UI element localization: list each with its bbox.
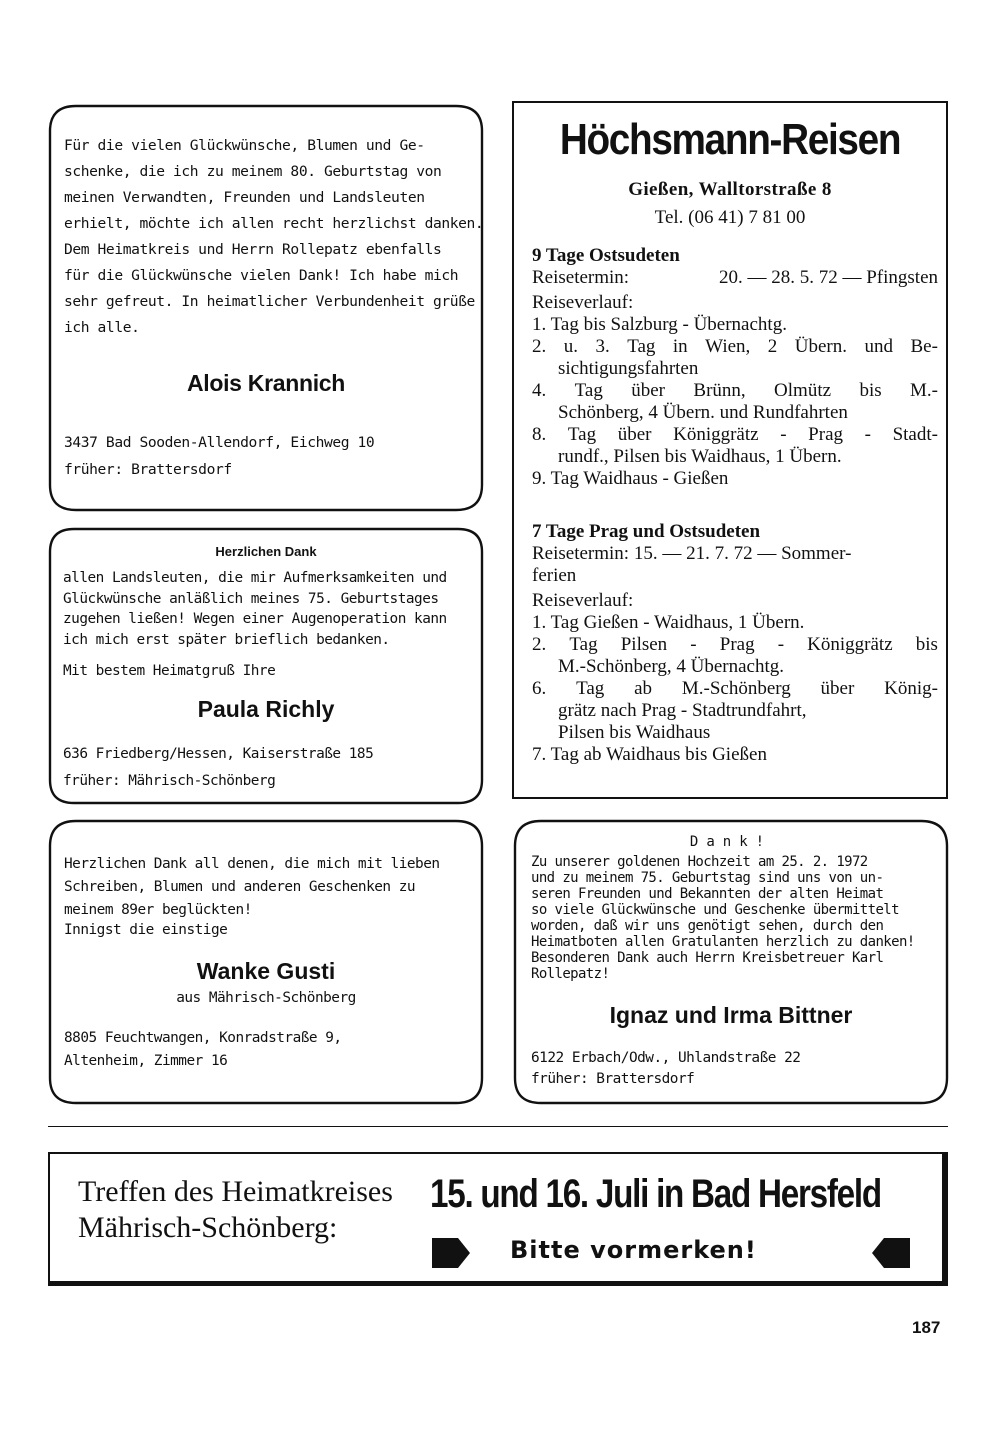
word: bis <box>859 380 882 401</box>
word: 2. <box>532 336 547 357</box>
address <box>63 741 373 795</box>
banner-date: 15. und 16. Juli in Bad Hersfeld <box>430 1172 881 1216</box>
word: Olmütz <box>774 380 832 401</box>
plan-step <box>532 336 938 358</box>
notice-heading: Dank! <box>689 834 773 850</box>
body-line: allen Landsleuten, die mir Aufmerksamkeiten und <box>63 570 447 586</box>
body-line: schenke, die ich zu meinem 80. Geburtstag von <box>64 163 442 180</box>
thanks-notice-krannich <box>48 103 484 513</box>
banner-title <box>78 1174 393 1246</box>
word: Königgrätz <box>807 634 893 655</box>
body-line: ich mich erst später brieflich bedanken. <box>63 631 390 648</box>
word: Pilsen <box>620 634 668 655</box>
word: Brünn, <box>693 380 746 401</box>
plan-step-cont: rundf., Pilsen bis Waidhaus, 1 Übern. <box>558 446 842 467</box>
plan-label: Reiseverlauf: <box>532 590 634 611</box>
page-number: 187 <box>912 1318 941 1337</box>
greeting: Mit bestem Heimatgruß Ihre <box>63 663 276 679</box>
address-line: früher: Mährisch-Schönberg <box>63 773 276 789</box>
word: über <box>617 424 652 445</box>
address-line: 3437 Bad Sooden-Allendorf, Eichweg 10 <box>64 434 375 451</box>
plan-step-cont: Pilsen bis Waidhaus <box>558 722 711 743</box>
address-line: 636 Friedberg/Hessen, Kaiserstraße 185 <box>63 746 374 762</box>
signature: Alois Krannich <box>186 370 346 396</box>
date-label: Reisetermin: <box>532 267 630 288</box>
body-line: Schreiben, Blumen und anderen Geschenken zu <box>64 879 416 895</box>
word: Prag <box>808 424 843 445</box>
word: Prag <box>719 634 755 655</box>
banner-note: Bitte vormerken! <box>510 1236 757 1264</box>
plan-step <box>532 634 938 656</box>
greeting: Innigst die einstige <box>64 922 228 938</box>
plan-step-cont: Schönberg, 4 Übern. und Rundfahrten <box>558 402 848 423</box>
word: 4. <box>532 380 547 401</box>
plan-step: 9. Tag Waidhaus - Gießen <box>532 468 729 489</box>
body-line: meinen Verwandten, Freunden und Landsleuten <box>64 189 425 206</box>
origin: aus Mährisch-Schönberg <box>176 990 356 1006</box>
body-line: Zu unserer goldenen Hochzeit am 25. 2. 1972 <box>531 854 868 870</box>
company-name: Höchsmann-Reisen <box>559 115 901 164</box>
plan-step-cont: grätz nach Prag - Stadtrundfahrt, <box>558 700 807 721</box>
meeting-banner <box>48 1152 948 1286</box>
tour-heading: 9 Tage Ostsudeten <box>532 245 680 266</box>
word: Be- <box>910 336 938 357</box>
word: Tag <box>569 634 598 655</box>
body-line: zugehen ließen! Wegen einer Augenoperation kann <box>63 611 447 627</box>
word: Tag <box>576 678 605 699</box>
body-line: Glückwünsche anläßlich meines 75. Geburtstages <box>63 590 439 607</box>
address-line: Altenheim, Zimmer 16 <box>64 1053 228 1069</box>
address <box>64 1027 342 1073</box>
word: ab <box>634 678 653 699</box>
plan-step: 1. Tag Gießen - Waidhaus, 1 Übern. <box>532 612 805 633</box>
word: in <box>672 336 688 357</box>
tour-ostsudeten <box>532 245 938 490</box>
banner-title-line: Mährisch-Schönberg: <box>78 1211 338 1244</box>
word: M.-Schönberg <box>681 678 791 699</box>
plan-step-cont: M.-Schönberg, 4 Übernachtg. <box>558 656 785 677</box>
body-line: Herzlichen Dank all denen, die mich mit lieben <box>64 856 440 872</box>
section-divider <box>48 1126 948 1127</box>
body-line: und zu meinem 75. Geburtstag sind uns von un- <box>531 870 884 886</box>
body-line: für die Glückwünsche vielen Dank! Ich habe mich <box>64 267 459 284</box>
word: u. <box>563 336 578 357</box>
plan-step-cont: sichtigungsfahrten <box>558 358 699 379</box>
word: M.- <box>910 380 938 401</box>
body-line: erhielt, möchte ich allen recht herzlichst danken. <box>64 215 484 232</box>
tour-heading: 7 Tage Prag und Ostsudeten <box>532 521 761 542</box>
word: Tag <box>574 380 603 401</box>
date-value: 20. — 28. 5. 72 — Pfingsten <box>718 267 938 288</box>
company-address: Gießen, Walltorstraße 8 <box>628 179 832 200</box>
plan-step: 1. Tag bis Salzburg - Übernachtg. <box>532 314 787 335</box>
travel-advertisement <box>512 101 948 799</box>
address <box>64 429 374 483</box>
body-line: Besonderen Dank auch Herrn Kreisbetreuer Karl <box>531 950 884 966</box>
plan-step <box>532 380 938 402</box>
notice-body <box>63 568 468 650</box>
address-line: früher: Brattersdorf <box>531 1071 695 1087</box>
signature: Paula Richly <box>197 696 335 722</box>
body-line: Dem Heimatkreis und Herrn Rollepatz ebenfalls <box>64 241 442 258</box>
plan-step: 7. Tag ab Waidhaus bis Gießen <box>532 744 767 765</box>
word: Wien, <box>705 336 751 357</box>
word: über <box>820 678 855 699</box>
word: - <box>780 424 787 445</box>
signature: Wanke Gusti <box>196 958 336 984</box>
word: 2 <box>767 336 778 357</box>
tour-date: Reisetermin: 15. — 21. 7. 72 — Sommer- <box>532 543 852 564</box>
company-phone: Tel. (06 41) 7 81 00 <box>654 207 806 228</box>
signature: Ignaz und Irma Bittner <box>609 1002 853 1028</box>
arrow-left-icon <box>870 1236 910 1270</box>
body-line: meinem 89er beglückten! <box>64 902 252 918</box>
body-line: sehr gefreut. In heimatlicher Verbundenheit grüße <box>64 293 475 310</box>
address <box>531 1048 800 1090</box>
word: 8. <box>532 424 547 445</box>
body-line: Für die vielen Glückwünsche, Blumen und Ge- <box>64 137 425 154</box>
word: 6. <box>532 678 547 699</box>
plan-label: Reiseverlauf: <box>532 292 634 313</box>
word: 2. <box>532 634 547 655</box>
body-line: Rollepatz! <box>531 966 610 982</box>
word: und <box>864 336 893 357</box>
tour-prag <box>532 521 938 766</box>
address-line: früher: Brattersdorf <box>64 461 232 478</box>
word: - <box>864 424 871 445</box>
body-line: seren Freunden und Bekannten der alten Heimat <box>531 886 884 902</box>
word: bis <box>915 634 938 655</box>
word: - <box>777 634 785 655</box>
address-line: 6122 Erbach/Odw., Uhlandstraße 22 <box>531 1050 801 1066</box>
address-line: 8805 Feuchtwangen, Konradstraße 9, <box>64 1030 342 1046</box>
tour-date-cont: ferien <box>532 565 577 586</box>
body-line: worden, daß wir uns genötigt sehen, durch den <box>531 918 884 934</box>
word: 3. <box>595 336 610 357</box>
word: Tag <box>567 424 597 445</box>
plan-step <box>532 678 938 700</box>
body-line: Heimatboten allen Gratulanten herzlich zu danken! <box>531 934 915 950</box>
body-line: ich alle. <box>64 319 140 336</box>
thanks-notice-wanke <box>48 818 484 1106</box>
banner-title-line: Treffen des Heimatkreises <box>78 1175 393 1208</box>
word: König- <box>884 678 938 699</box>
thanks-notice-bittner <box>513 818 949 1106</box>
notice-body <box>64 853 469 922</box>
word: Tag <box>627 336 656 357</box>
thanks-notice-richly <box>48 526 484 806</box>
plan-step <box>532 424 938 446</box>
word: Königgrätz <box>673 424 759 445</box>
word: über <box>631 380 666 401</box>
body-line: so viele Glückwünsche und Geschenke übermittelt <box>531 902 899 918</box>
arrow-right-icon <box>432 1236 472 1270</box>
notice-body <box>531 854 937 982</box>
notice-body <box>64 133 484 341</box>
word: Übern. <box>794 336 848 357</box>
notice-heading: Herzlichen Dank <box>215 544 317 559</box>
tour-date <box>532 267 938 289</box>
word: Stadt- <box>892 424 938 445</box>
word: - <box>690 634 697 655</box>
